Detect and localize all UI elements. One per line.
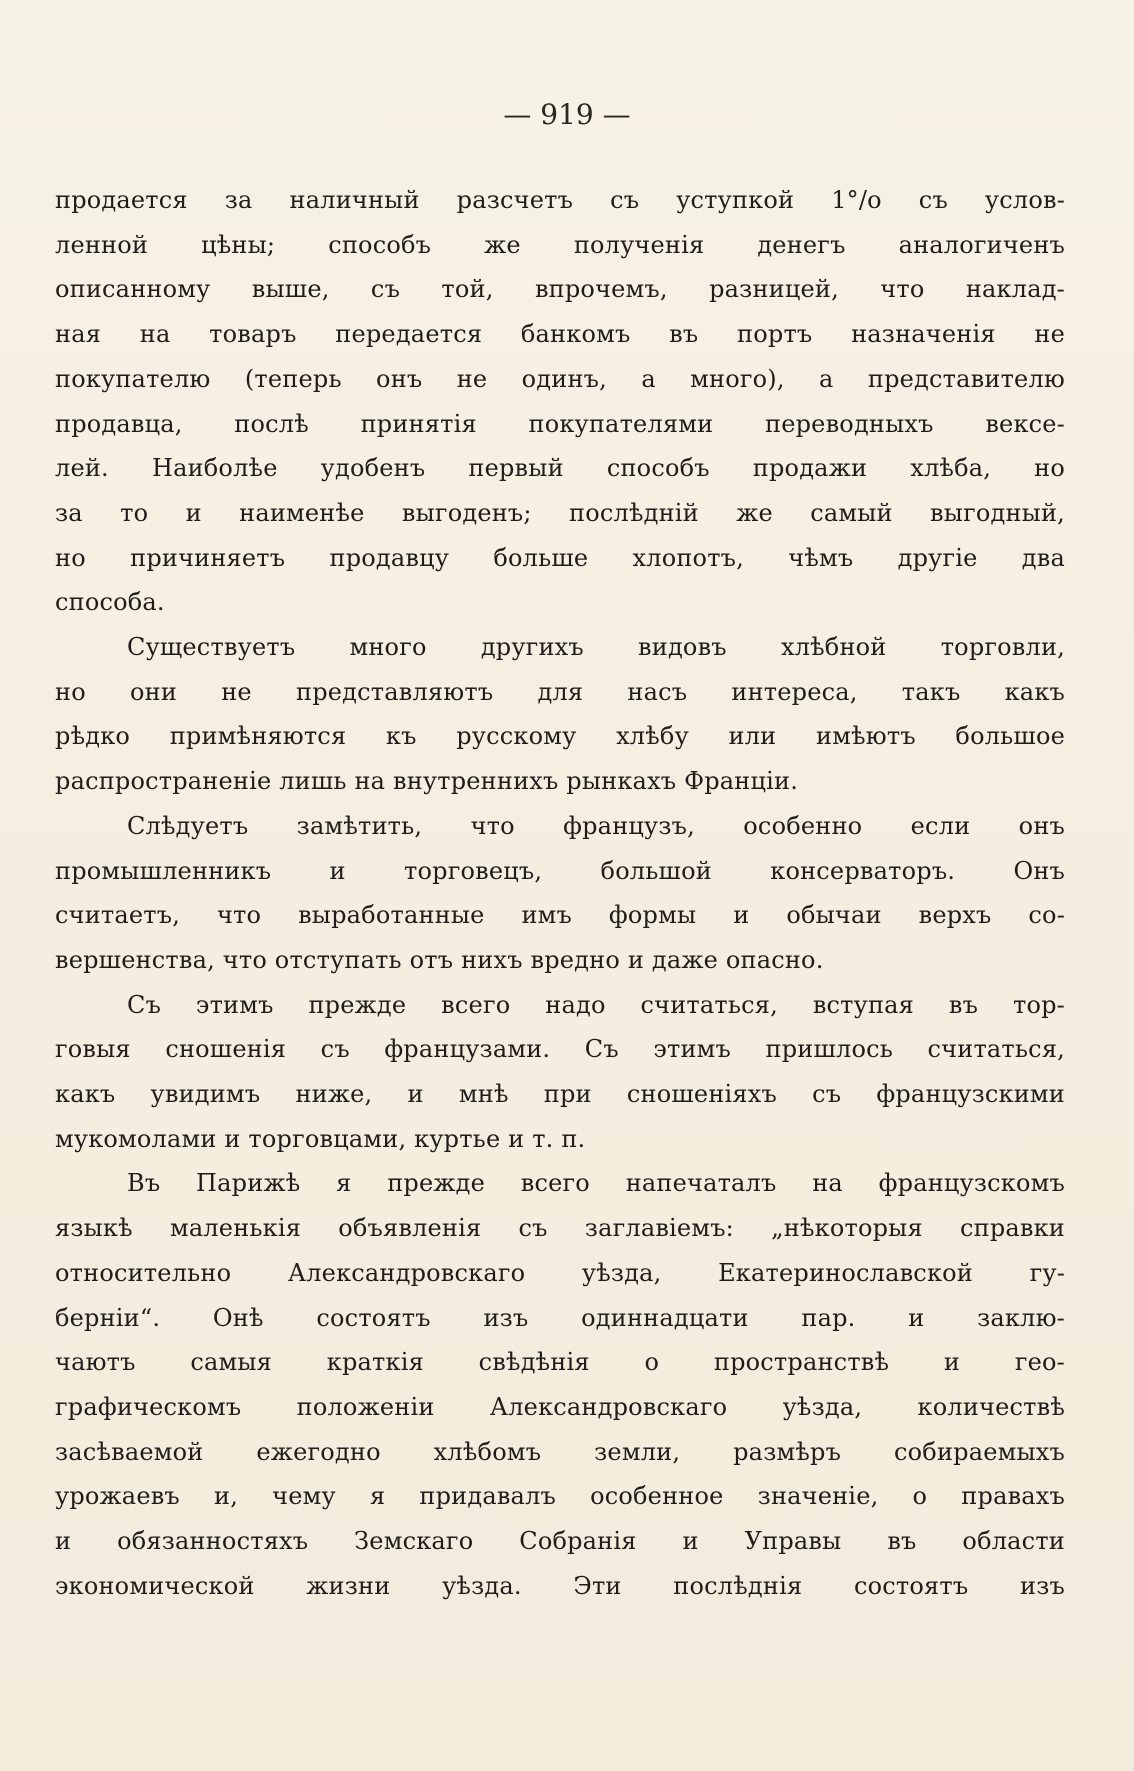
paragraph-5 [55,1161,1065,1608]
text-line: за то и наименѣе выгоденъ; послѣдній же самый выгодный, [55,498,1065,527]
text-line: какъ увидимъ ниже, и мнѣ при сношеніяхъ съ французскими [55,1080,1065,1109]
body-text [55,178,1065,1609]
text-line: берніи“. Онѣ состоятъ изъ одиннадцати пар. и заклю- [55,1303,1065,1332]
text-line: говыя сношенія съ французами. Съ этимъ пришлось считаться, [55,1035,1065,1064]
text-line: Съ этимъ прежде всего надо считаться, вступая въ тор- [127,990,1065,1019]
text-line: мукомолами и торговцами, куртье и т. п. [55,1124,586,1153]
text-line: но они не представляютъ для насъ интереса, такъ какъ [55,677,1065,706]
text-line: графическомъ положеніи Александровскаго уѣзда, количествѣ [55,1392,1065,1421]
text-line: промышленникъ и торговецъ, большой консерваторъ. Онъ [55,856,1065,885]
text-line: урожаевъ и, чему я придавалъ особенное значеніе, о правахъ [55,1482,1065,1511]
text-line: относительно Александровскаго уѣзда, Екатеринославской гу- [55,1258,1065,1287]
text-line: чаютъ самыя краткія свѣдѣнія о пространствѣ и гео- [55,1348,1065,1377]
text-line: Въ Парижѣ я прежде всего напечаталъ на французскомъ [127,1169,1065,1198]
text-line: вершенства, что отступать отъ нихъ вредно и даже опасно. [55,945,824,974]
text-line: описанному выше, съ той, впрочемъ, разницей, что наклад- [55,275,1065,304]
text-line: продается за наличный разсчетъ съ уступкой 1°/o съ услов- [55,186,1065,214]
text-line: считаетъ, что выработанные имъ формы и обычаи верхъ со- [55,901,1065,930]
text-line: ленной цѣны; способъ же полученія денегъ аналогиченъ [55,230,1065,259]
paragraph-4 [55,983,1065,1162]
text-line: Слѣдуетъ замѣтить, что французъ, особенно если онъ [127,811,1065,840]
text-line: и обязанностяхъ Земскаго Собранія и Управы въ области [55,1527,1065,1556]
text-line: способа. [55,588,165,617]
text-line: языкѣ маленькія объявленія съ заглавіемъ: „нѣкоторыя справки [55,1214,1065,1243]
text-line: экономической жизни уѣзда. Эти послѣднія состоятъ изъ [55,1571,1065,1600]
text-line: покупателю (теперь онъ не одинъ, а много), а представителю [55,364,1065,393]
paragraph-2 [55,625,1065,804]
text-line: Существуетъ много другихъ видовъ хлѣбной торговли, [127,633,1065,662]
text-line: ная на товаръ передается банкомъ въ портъ назначенія не [55,320,1065,349]
paragraph-1 [55,178,1065,625]
paragraph-3 [55,804,1065,983]
page-number: — 919 — [503,98,631,131]
text-line: распространеніе лишь на внутреннихъ рынкахъ Франціи. [55,767,799,796]
text-line: но причиняетъ продавцу больше хлопотъ, чѣмъ другіе два [55,543,1065,572]
text-line: рѣдко примѣняются къ русскому хлѣбу или имѣютъ большое [55,722,1065,751]
text-line: продавца, послѣ принятія покупателями переводныхъ вексе- [55,409,1065,438]
text-line: засѣваемой ежегодно хлѣбомъ земли, размѣръ собираемыхъ [55,1437,1065,1466]
text-line: лей. Наиболѣе удобенъ первый способъ продажи хлѣба, но [55,454,1065,483]
